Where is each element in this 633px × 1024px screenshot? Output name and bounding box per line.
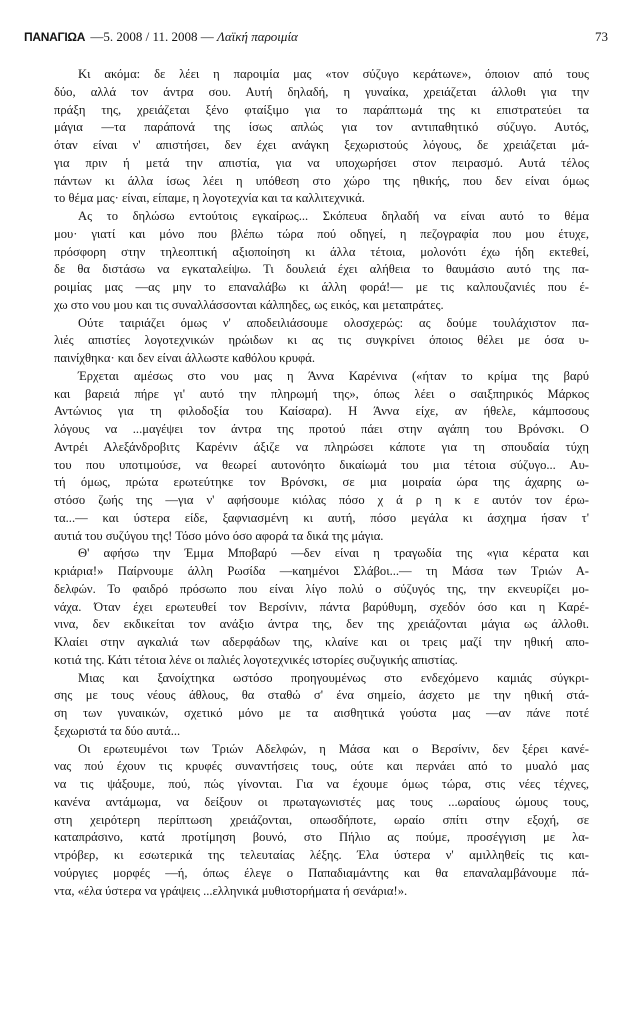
text-line: στη χειρότερη περίπτωση χρειάζονται, οπωσδήποτε, ωραίο σπίτι στην εξοχή, σε — [54, 812, 589, 827]
article-body — [54, 66, 589, 900]
text-line: Κλαίει στην αγκαλιά των αδερφάδων της, κλαίνε και οι τρεις μαζί την ηθική απο- — [54, 635, 589, 649]
text-line: δύο, αλλά τον άντρα σου. Αυτή δηλαδή, η γυναίκα, χρειάζεται άλλοθι για την — [54, 84, 589, 99]
journal-logo — [24, 27, 85, 47]
paragraph — [54, 66, 589, 208]
paragraph — [54, 670, 589, 741]
text-line: νάχα. Όταν έχει ερωτευθεί τον Βερσίνιν, πάντα βαρύθυμη, σχεδόν όσο και η Καρέ- — [54, 599, 589, 614]
text-line: λιές απιστίες λογοτεχνικών ηρώιδων κι ας τις συγκρίνει όποιος θέλει με όσα υ- — [54, 333, 589, 348]
text-line: μου· γιατί και μόνο που βλέπω τώρα πού οδηγεί, η πεζογραφία που μου έτυχε, — [54, 226, 589, 241]
text-line: του που υποτιμούσε, να θεωρεί αυτονόητο δικαίωμά του μια τέτοια σύζυγο... Αυ- — [54, 457, 589, 472]
journal-logo-text: ΠΑΝΑΓΙΩΑ — [24, 30, 86, 44]
paragraph — [54, 208, 589, 315]
paragraph — [54, 315, 589, 368]
text-line: κοτιά της. Κάτι τέτοια λένε οι παλιές λογοτεχνικές ιστορίες συζυγικής απιστίας. — [54, 652, 458, 667]
text-line: σης με τους νέους άθλους, θα σταθώ σ' ένα σημείο, άσχετο με την ηθική στά- — [54, 688, 589, 703]
text-line: πράξη της, χρειάζεται ξένο φταίξιμο για το παράπτωμά της κι επιστρατεύει τα — [54, 102, 589, 117]
page-number: 73 — [595, 29, 608, 44]
text-line: Ούτε ταιριάζει όμως ν' αποδειλιάσουμε ολοσχερώς: ας δούμε τουλάχιστον πα- — [78, 315, 589, 330]
text-line: Έρχεται αμέσως στο νου μας η Άννα Καρένινα («ήταν το κρίμα της βαρύ — [78, 368, 589, 383]
text-line: στόσο ζωής της —για ν' αφήσουμε κιόλας πόσο χ ά ρ η κ ε αυτόν τον έρω- — [54, 493, 589, 507]
text-line: νας πού έχουν τις κρυφές συναντήσεις τους, ούτε και περνάει από το μυαλό μας — [54, 759, 589, 774]
text-line: κριάρια!» Παίρνουμε άλλη Ρωσίδα —καημένοι Σλάβοι...— τη Μάσα των Τριών Α- — [54, 564, 589, 578]
text-line: λόγους να ...μαγέψει τον άντρα της προτού πάει στην αγάπη του Βρόνσκι. Ο — [54, 422, 589, 436]
text-line: τή όμως, πρώτα ερωτεύτηκε τον Βρόνσκι, σε μια μοιραία ώρα της άχαρης ω- — [54, 475, 589, 490]
text-line: να τις ψάξουμε, πού, πώς γίνονται. Για να έχουμε όμως τώρα, στις νέες τέχνες, — [54, 777, 589, 791]
text-line: νούργιες μορφές —ή, όπως έλεγε ο Παπαδιαμάντης και θα επαναλαμβάνουμε πά- — [54, 865, 589, 880]
text-line: Μιας και ξανοίχτηκα ωστόσο προηγουμένως στο ενδεχόμενο καμιάς σύγκρι- — [78, 670, 589, 685]
text-line: Θ' αφήσω την Έμμα Μποβαρύ —δεν είναι η τραγωδία της «για κέρατα και — [78, 546, 589, 561]
text-line: πάντων κι άλλα ίσως λέει η υπόθεση στο χώρο της ηθικής, που δεν είναι όμως — [54, 173, 589, 188]
text-line: όταν είναι ν' απιστήσει, δεν έχει ανάγκη ξεχωριστούς λόγους, δε χρειάζεται μά- — [54, 138, 589, 152]
text-line: Αντώνιος για τη φιλοδοξία του Καίσαρα). Η Άννα είχε, αν ήθελε, κάμποσους — [54, 404, 589, 419]
text-line: ντα, «έλα ύστερα να γράψεις ...ελληνικά μυθιστορήματα ή σενάρια!». — [54, 883, 408, 898]
text-line: Ας το δηλώσω εντούτοις εγκαίρως... Σκόπευα δηλαδή να είναι αυτό το θέμα — [78, 209, 589, 223]
text-line: δελφών. Το φαιδρό πρόσωπο που είναι λίγο πολύ ο σύζυγός της, την εκνευρίζει μο- — [54, 581, 589, 596]
paragraph — [54, 368, 589, 546]
text-line: ξεχωριστά τα δύο αυτά... — [54, 723, 181, 738]
paragraph — [54, 545, 589, 669]
section-title: Λαϊκή παροιμία — [217, 29, 298, 44]
text-line: ντρόβερ, κι εσωτερικά της τελευταίας λέξης. Έλα ύστερα ν' αμιλληθείς τις και- — [54, 848, 589, 862]
text-line: το θέμα μας· είναι, είπαμε, η λογοτεχνία και τα καλλιτεχνικά. — [54, 191, 365, 206]
text-line: ση των γυναικών, σχετικό μόνο με τα αισθητικά γούστα μας —αν πάνε ποτέ — [54, 706, 589, 720]
text-line: δε θα διστάσω να εγκαταλείψω. Τι δουλειά έχει αλήθεια το θαυμάσιο αυτό της πα- — [54, 262, 589, 277]
text-line: ροιμίας μας —ας μην το επαναλάβω κι άλλη φορά!— με τις καλπουζανιές που έ- — [54, 280, 589, 294]
text-line: κανένα αντάμωμα, να δείξουν οι πρωταγωνιστές μας τους ...ωραίους ώμους τους, — [54, 794, 589, 809]
text-line: νινα, δεν εκδικείται τον ανάξιο άντρα της, δεν της χρειάζονται μάγια ως άλλοθι. — [54, 617, 589, 632]
paragraph — [54, 741, 589, 901]
text-line: τα...— και ύστερα είδε, ξαφνιασμένη κι αυτή, πόσο μεγάλα κι άσχημα ήσαν τ' — [54, 510, 589, 525]
text-line: χω στο νου μου και τις συναλλάσσονται κάλπηδες, ως εικός, και μεταπράτες. — [54, 297, 444, 312]
text-line: για πριν ή μετά την απιστία, για να υποχωρήσει στον πειρασμό. Αυτά τέλος — [54, 155, 589, 170]
text-line: μάγια —τα παράπονά της ίσως απλώς για τον αντιπαθητικό σύζυγο. Αυτός, — [54, 120, 589, 135]
text-line: καταπράσινο, κατά προτίμηση βουνό, στο Πήλιο ας πούμε, προσέγγιση με λα- — [54, 830, 589, 845]
text-line: Αντρέι Αλεξάνδροβιτς Καρένιν άξιζε να πληρώσει κάποτε για τη σπουδαία τύχη — [54, 439, 589, 454]
text-line: αυτιά του συζύγου της! Τόσο μόνο όσο αφορά τα δικά της μάγια. — [54, 528, 384, 543]
text-line: Κι ακόμα: δε λέει η παροιμία μας «τον σύζυγο κεράτωνε», όποιον από τους — [78, 67, 589, 81]
running-header — [24, 27, 608, 47]
issue-date: —5. 2008 / 11. 2008 — — [90, 29, 214, 44]
text-line: και βαρειά πήρε γι' αυτό την πληρωμή της», όπως λέει ο σαιξπηρικός Μάρκος — [54, 386, 589, 401]
text-line: πρόσφορη στην τηλεοπτική αξιοποίηση κι άλλα τέτοια, μολονότι έχω ήδη εκτεθεί, — [54, 244, 589, 259]
text-line: Οι ερωτευμένοι των Τριών Αδελφών, η Μάσα και ο Βερσίνιν, δεν ξέρει κανέ- — [78, 741, 589, 756]
text-line: παινίχθηκα· και δεν είναι άλλωστε καθόλου κρυφά. — [54, 351, 315, 365]
